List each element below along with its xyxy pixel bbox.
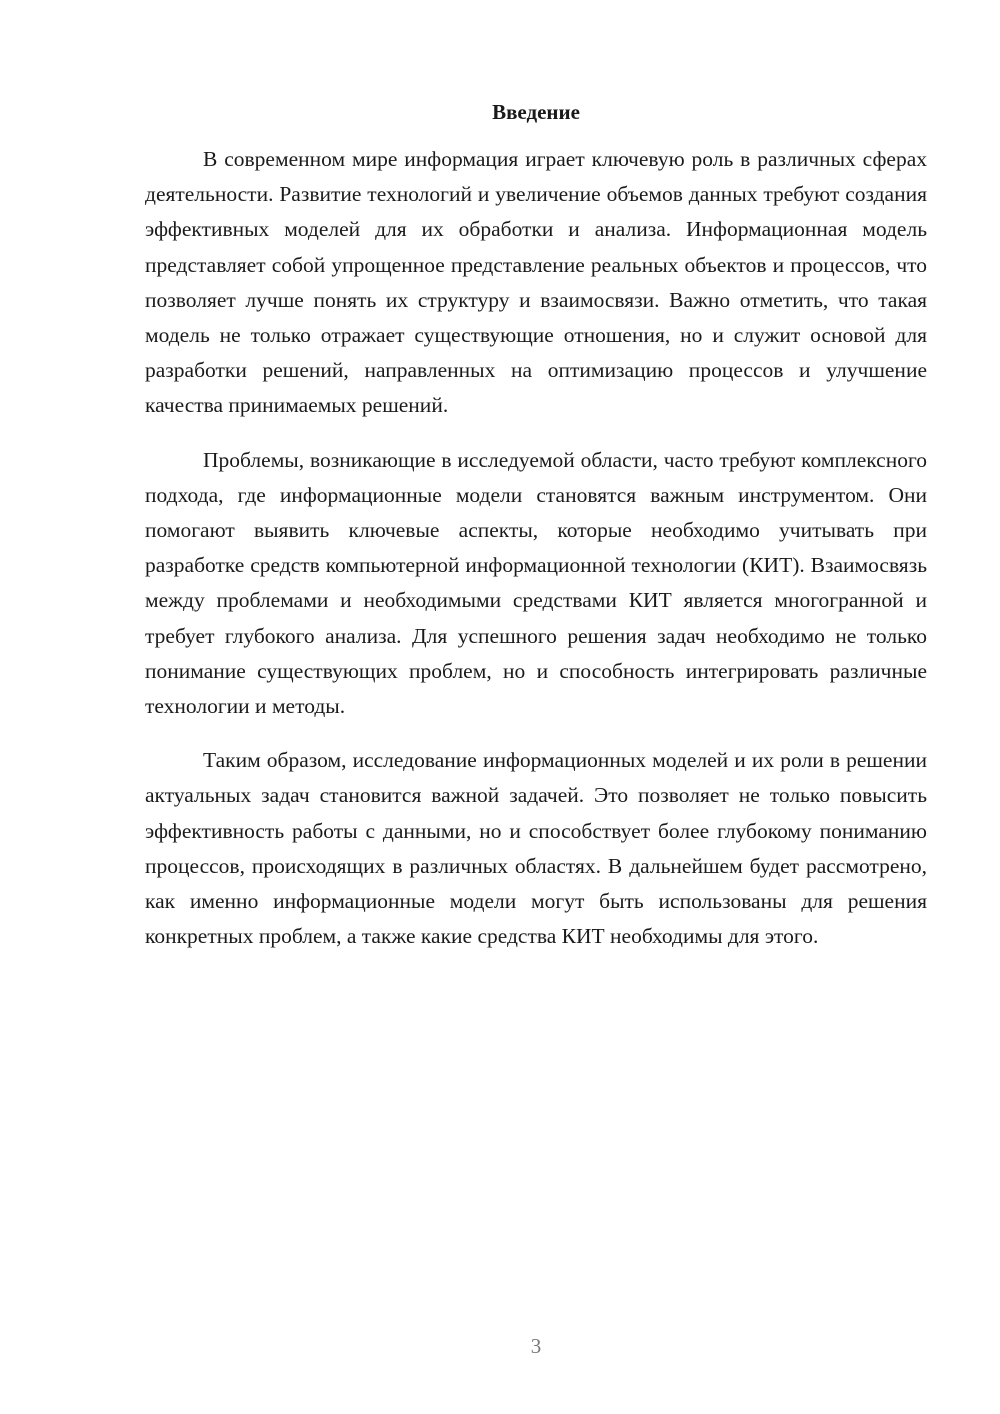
page-number: 3	[530, 1334, 542, 1358]
paragraph-3: Таким образом, исследование информационных моделей и их роли в решении актуальных задач становится важной задачей. Это позволяет не только повысить эффективность работы с данными, но и способствует более глубокому пониманию процессов, происходящих в различных областях. В дальнейшем будет рассмотрено, как именно информационные модели могут быть использованы для решения конкретных проблем, а также какие средства КИТ необходимы для этого.	[145, 748, 927, 949]
body-text	[145, 142, 927, 973]
paragraph-2: Проблемы, возникающие в исследуемой области, часто требуют комплексного подхода, где информационные модели становятся важным инструментом. Они помогают выявить ключевые аспекты, которые необходимо учитывать при разработке средств компьютерной информационной технологии (КИТ). Взаимосвязь между проблемами и необходимыми средствами КИТ является многогранной и требует глубокого анализа. Для успешного решения задач необходимо не только понимание существующих проблем, но и способность интегрировать различные технологии и методы.	[145, 447, 927, 719]
paragraph-1: В современном мире информация играет ключевую роль в различных сферах деятельности. Развитие технологий и увеличение объемов данных требуют создания эффективных моделей для их обработки и анализа. Информационная модель представляет собой упрощенное представление реальных объектов и процессов, что позволяет лучше понять их структуру и взаимосвязи. Важно отметить, что такая модель не только отражает существующие отношения, но и служит основой для разработки решений, направленных на оптимизацию процессов и улучшение качества принимаемых решений.	[145, 147, 927, 418]
section-heading: Введение	[492, 100, 580, 124]
